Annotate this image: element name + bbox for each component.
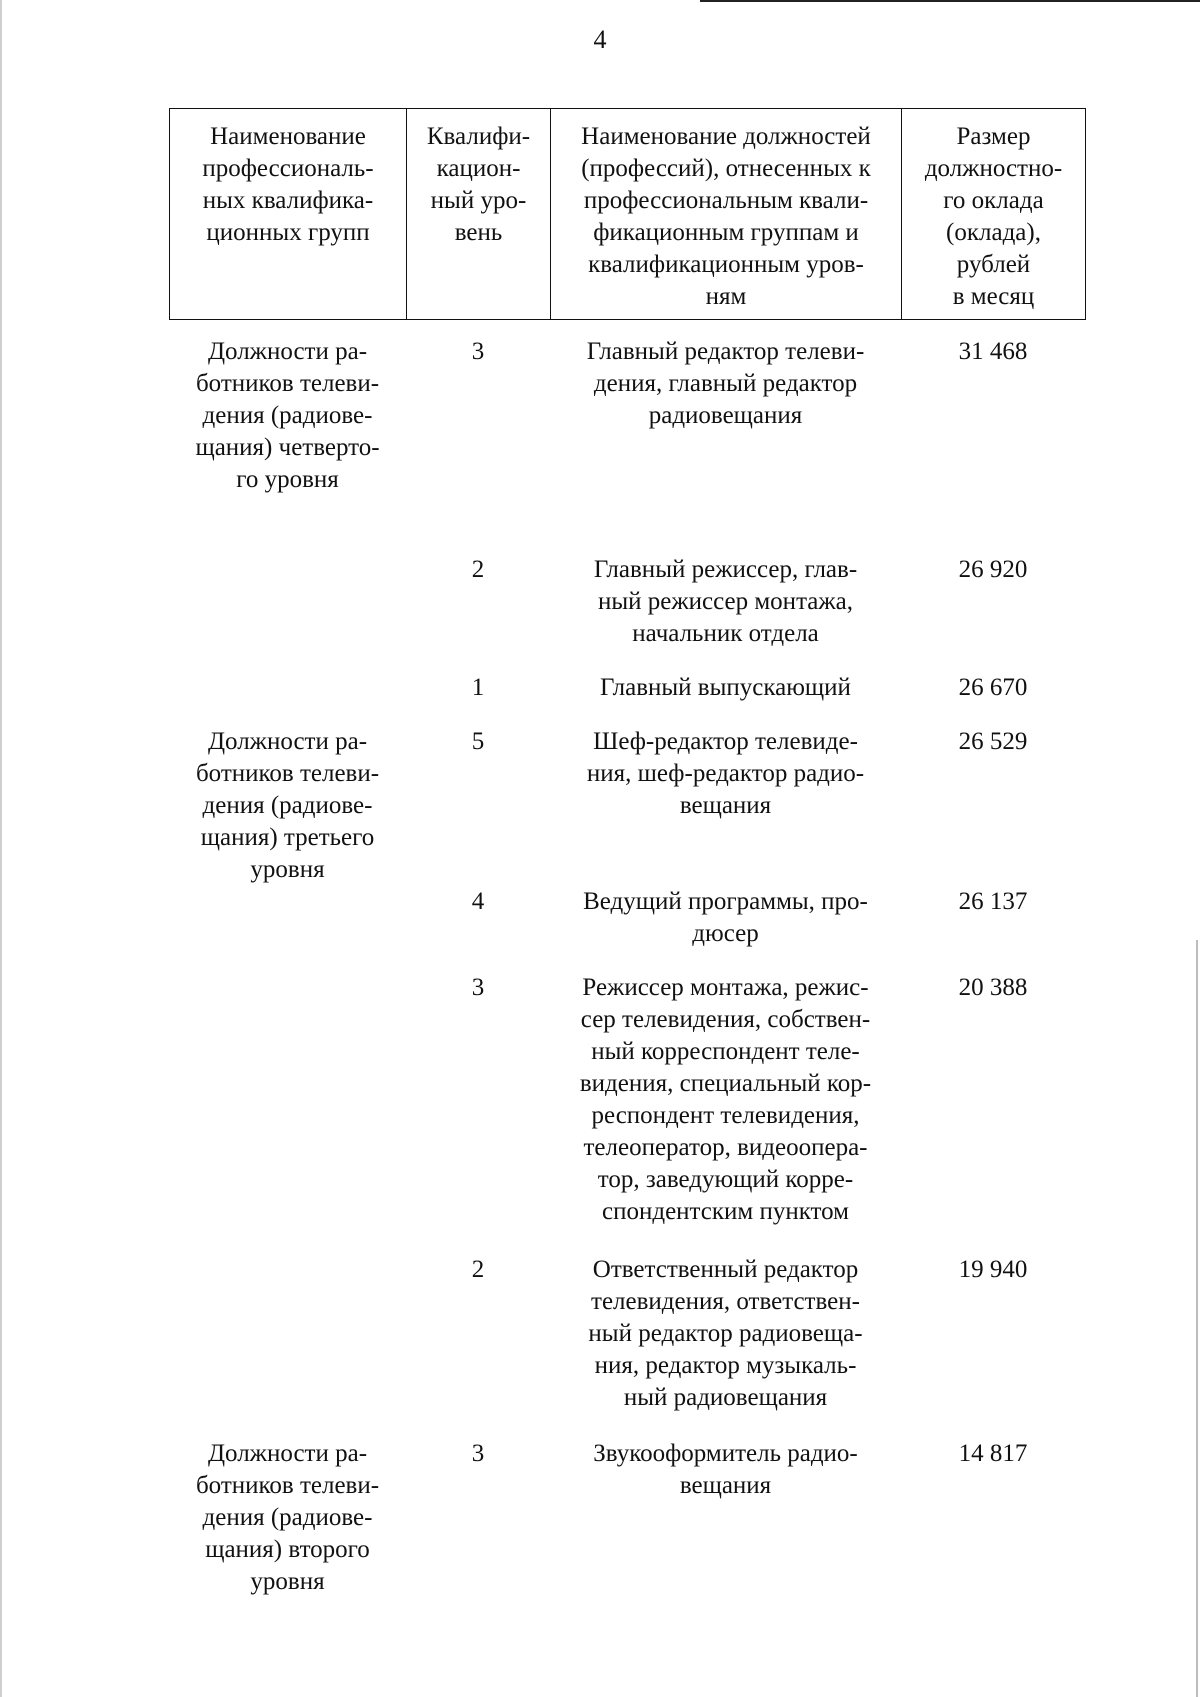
position-names: Шеф-редактор телевиде- ния, шеф-редактор радио- вещания [586, 728, 865, 819]
table-row [169, 972, 1085, 1254]
group-name [169, 886, 406, 972]
salary-value: 19 940 [958, 1256, 1028, 1283]
scan-top-rule [700, 0, 1200, 2]
salary-value: 20 388 [958, 974, 1028, 1001]
qualification-level: 3 [471, 1440, 485, 1467]
qualification-level: 1 [471, 674, 485, 701]
salary-value: 14 817 [958, 1440, 1028, 1467]
table-row [169, 886, 1085, 972]
table-row [169, 1254, 1085, 1438]
position-names: Главный редактор телеви- дения, главный редактор радиовещания [586, 338, 865, 429]
qualification-level: 3 [471, 974, 485, 1001]
position-names: Звукооформитель радио- вещания [593, 1440, 858, 1499]
table-row [169, 554, 1085, 672]
salary-value: 26 670 [958, 674, 1028, 701]
table-header [169, 108, 1086, 320]
scan-right-edge [1196, 940, 1198, 1697]
group-name: Должности ра- ботников телеви- дения (радиове- щания) четверто- го уровня [195, 338, 380, 493]
qualification-level: 4 [471, 888, 485, 915]
header-salary: Размер должностно- го оклада (оклада), рублей в месяц [902, 109, 1086, 320]
position-names: Ведущий программы, про- дюсер [583, 888, 868, 947]
salary-value: 26 920 [958, 556, 1028, 583]
salary-value: 26 529 [958, 728, 1028, 755]
table-row [169, 672, 1085, 726]
position-names: Ответственный редактор телевидения, ответствен- ный редактор радиовеща- ния, редактор музыкаль- ный радиовещания [588, 1256, 863, 1411]
table-row [169, 726, 1085, 886]
scan-left-edge [0, 0, 2, 1697]
position-names: Режиссер монтажа, режис- сер телевидения, собствен- ный корреспондент теле- видения, специальный кор- респондент телевидения, телеоператор, видеоопера- тор, заведующий корре- спондентским пунктом [579, 974, 872, 1225]
qualification-level: 2 [471, 1256, 485, 1283]
header-position-names: Наименование должностей (профессий), отнесенных к профессиональным квали- фикационным группам и квалификационным уров- ням [551, 109, 902, 320]
salary-value: 31 468 [958, 338, 1028, 365]
position-names: Главный режиссер, глав- ный режиссер монтажа, начальник отдела [593, 556, 858, 647]
position-names: Главный выпускающий [600, 674, 851, 701]
group-name [169, 672, 406, 726]
page-number: 4 [593, 25, 607, 54]
group-name [169, 1254, 406, 1438]
salary-value: 26 137 [958, 888, 1028, 915]
table-body [169, 336, 1085, 1608]
qualification-level: 2 [471, 556, 485, 583]
group-name: Должности ра- ботников телеви- дения (радиове- щания) третьего уровня [195, 728, 380, 883]
header-group-name: Наименование профессиональ- ных квалифика- ционных групп [170, 109, 407, 320]
qualification-level: 5 [471, 728, 485, 755]
group-name: Должности ра- ботников телеви- дения (радиове- щания) второго уровня [195, 1440, 380, 1595]
table-row [169, 1438, 1085, 1608]
group-name [169, 554, 406, 672]
qualification-level: 3 [471, 338, 485, 365]
header-qualification-level: Квалифи- кацион- ный уро- вень [407, 109, 551, 320]
header-row [170, 109, 1086, 320]
group-name [169, 972, 406, 1254]
table-row [169, 336, 1085, 554]
